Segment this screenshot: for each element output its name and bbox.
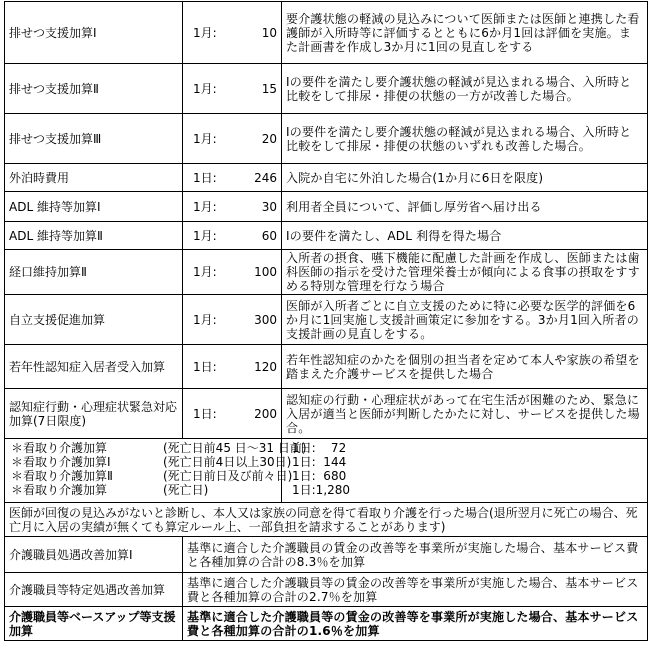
item-unit-points: 1月: 300 <box>183 295 282 345</box>
item-description: 若年性認知症のかたを個別の担当者を定めて本人や家族の希望を踏まえた介護サービスを提供した場合 <box>282 345 648 389</box>
kitori-note-row <box>5 503 648 537</box>
item-name: 排せつ支援加算Ⅲ <box>5 114 183 164</box>
item-name: 介護職員処遇改善加算Ⅰ <box>5 537 183 573</box>
kitori-line: ＊看取り介護加算 (死亡日) <box>11 483 209 497</box>
table-row <box>5 345 648 389</box>
item-name: ADL 維持等加算Ⅱ <box>5 222 183 250</box>
kitori-note: 医師が回復の見込みがないと診断し、本人又は家族の同意を得て看取り介護を行った場合(退所翌月に死亡の場合、死亡月に入居の実績が無くても算定ルール上、一部負担を請求することがあります) <box>5 503 648 537</box>
item-description: 利用者全員について、評価し厚労省へ届け出る <box>282 192 648 222</box>
kitori-values <box>282 439 648 503</box>
kitori-value: 1日: 680 <box>292 469 347 483</box>
kitori-value: 1日:1,280 <box>292 483 351 497</box>
item-name: 排せつ支援加算Ⅱ <box>5 64 183 114</box>
table-row <box>5 2 648 64</box>
item-unit-points: 1月: 15 <box>183 64 282 114</box>
item-description: 基準に適合した介護職員等の賃金の改善等を事業所が実施した場合、基本サービス費と各種加算の合計の1.6％を加算 <box>183 607 648 641</box>
kitori-line: ＊看取り介護加算Ⅱ (死亡日前日及び前々日) <box>11 469 293 483</box>
kitori-line: ＊看取り介護加算Ⅰ (死亡日前4日以上30日) <box>11 455 292 469</box>
item-unit-points: 1月: 20 <box>183 114 282 164</box>
item-name: 若年性認知症入居者受入加算 <box>5 345 183 389</box>
kitori-block <box>5 439 648 503</box>
item-unit-points: 1日: 200 <box>183 389 282 439</box>
item-unit-points: 1月: 10 <box>183 2 282 64</box>
table-row <box>5 114 648 164</box>
item-description: Ⅰの要件を満たし要介護状態の軽減が見込まれる場合、入所時と比較をして排尿・排便の状態のいずれも改善した場合。 <box>282 114 648 164</box>
table-row <box>5 192 648 222</box>
item-name: 介護職員等ベースアップ等支援加算 <box>5 607 183 641</box>
item-description: Ⅰの要件を満たし要介護状態の軽減が見込まれる場合、入所時と比較をして排尿・排便の状態の一方が改善した場合。 <box>282 64 648 114</box>
item-name: 経口維持加算Ⅱ <box>5 250 183 295</box>
item-description: 要介護状態の軽減の見込みについて医師または医師と連携した看護師が入所時等に評価するとともに6か月1回は評価を実施。また計画書を作成し3か月に1回の見直しをする <box>282 2 648 64</box>
item-unit-points: 1月: 30 <box>183 192 282 222</box>
table-row <box>5 607 648 641</box>
item-description: 基準に適合した介護職員等の賃金の改善等を事業所が実施した場合、基本サービス費と各種加算の合計の2.7％を加算 <box>183 573 648 607</box>
item-name: 外泊時費用 <box>5 164 183 192</box>
item-name: ADL 維持等加算Ⅰ <box>5 192 183 222</box>
item-unit-points: 1日: 246 <box>183 164 282 192</box>
item-unit-points: 1月: 100 <box>183 250 282 295</box>
item-name: 介護職員等特定処遇改善加算 <box>5 573 183 607</box>
table-row <box>5 295 648 345</box>
table-row <box>5 164 648 192</box>
kitori-line: ＊看取り介護加算 (死亡日前45 日～31 日前) <box>11 441 307 455</box>
item-description: 入院か自宅に外泊した場合(1か月に6日を限度) <box>282 164 648 192</box>
table-row <box>5 573 648 607</box>
table-row <box>5 537 648 573</box>
table-row <box>5 389 648 439</box>
item-name: 自立支援促進加算 <box>5 295 183 345</box>
item-description: 認知症の行動・心理症状があって在宅生活が困難のため、緊急に入居が適当と医師が判断したかたに対し、サービスを提供した場合。 <box>282 389 648 439</box>
item-description: 医師が入所者ごとに自立支援のために特に必要な医学的評価を6か月に1回実施し支援計画策定に参加をする。3か月1回入所者の支援計画の見直しをする。 <box>282 295 648 345</box>
table-row <box>5 64 648 114</box>
item-unit-points: 1日: 120 <box>183 345 282 389</box>
table-row <box>5 250 648 295</box>
item-description: 基準に適合した介護職員の賃金の改善等を事業所が実施した場合、基本サービス費と各種加算の合計の8.3％を加算 <box>183 537 648 573</box>
item-unit-points: 1月: 60 <box>183 222 282 250</box>
kitori-value: 1日: 144 <box>292 455 347 469</box>
item-description: Ⅰの要件を満たし、ADL 利得を得た場合 <box>282 222 648 250</box>
item-name: 認知症行動・心理症状緊急対応加算(7日限度) <box>5 389 183 439</box>
item-name: 排せつ支援加算Ⅰ <box>5 2 183 64</box>
item-description: 入所者の摂食、嚥下機能に配慮した計画を作成し、医師または歯科医師の指示を受けた管理栄養士が傾向による食事の摂取をすすめる特別な管理を行なう場合 <box>282 250 648 295</box>
fee-table <box>4 1 648 641</box>
table-row <box>5 222 648 250</box>
kitori-value: 1日: 72 <box>292 441 347 455</box>
kitori-names <box>5 439 307 503</box>
